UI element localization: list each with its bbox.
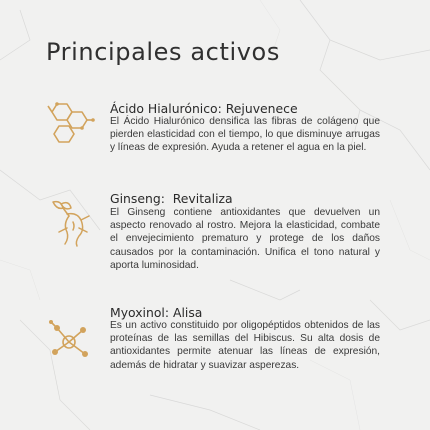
item-description: Es un activo constituido por oligopéptidos obtenidos de las proteínas de las semillas del Hibiscus. Su alta dosis de antioxidantes permite atenuar las líneas de expresión, además de hidratar y suavizar asperezas. <box>110 320 380 371</box>
page-title: Principales activos <box>46 38 280 66</box>
molecule-hexagon-icon <box>47 98 95 146</box>
item-description: El Ginseng contiene antioxidantes que devuelven un aspecto renovado al rostro. Mejora la elasticidad, combate el envejecimiento prematuro y protege de los daños causados por la contaminación. Unifica el tono natural y aporta luminosidad. <box>110 207 380 271</box>
item-title: Ginseng: Revitaliza <box>110 191 233 206</box>
molecule-network-icon <box>47 318 93 364</box>
ginseng-root-icon <box>47 198 93 248</box>
item-title: Myoxinol: Alisa <box>110 305 203 320</box>
item-description: El Ácido Hialurónico densifica las fibras de colágeno que pierden elasticidad con el tiempo, lo que disminuye arrugas y líneas de expresión. Ayuda a retener el agua en la piel. <box>110 116 380 154</box>
item-title: Ácido Hialurónico: Rejuvenece <box>110 101 298 116</box>
